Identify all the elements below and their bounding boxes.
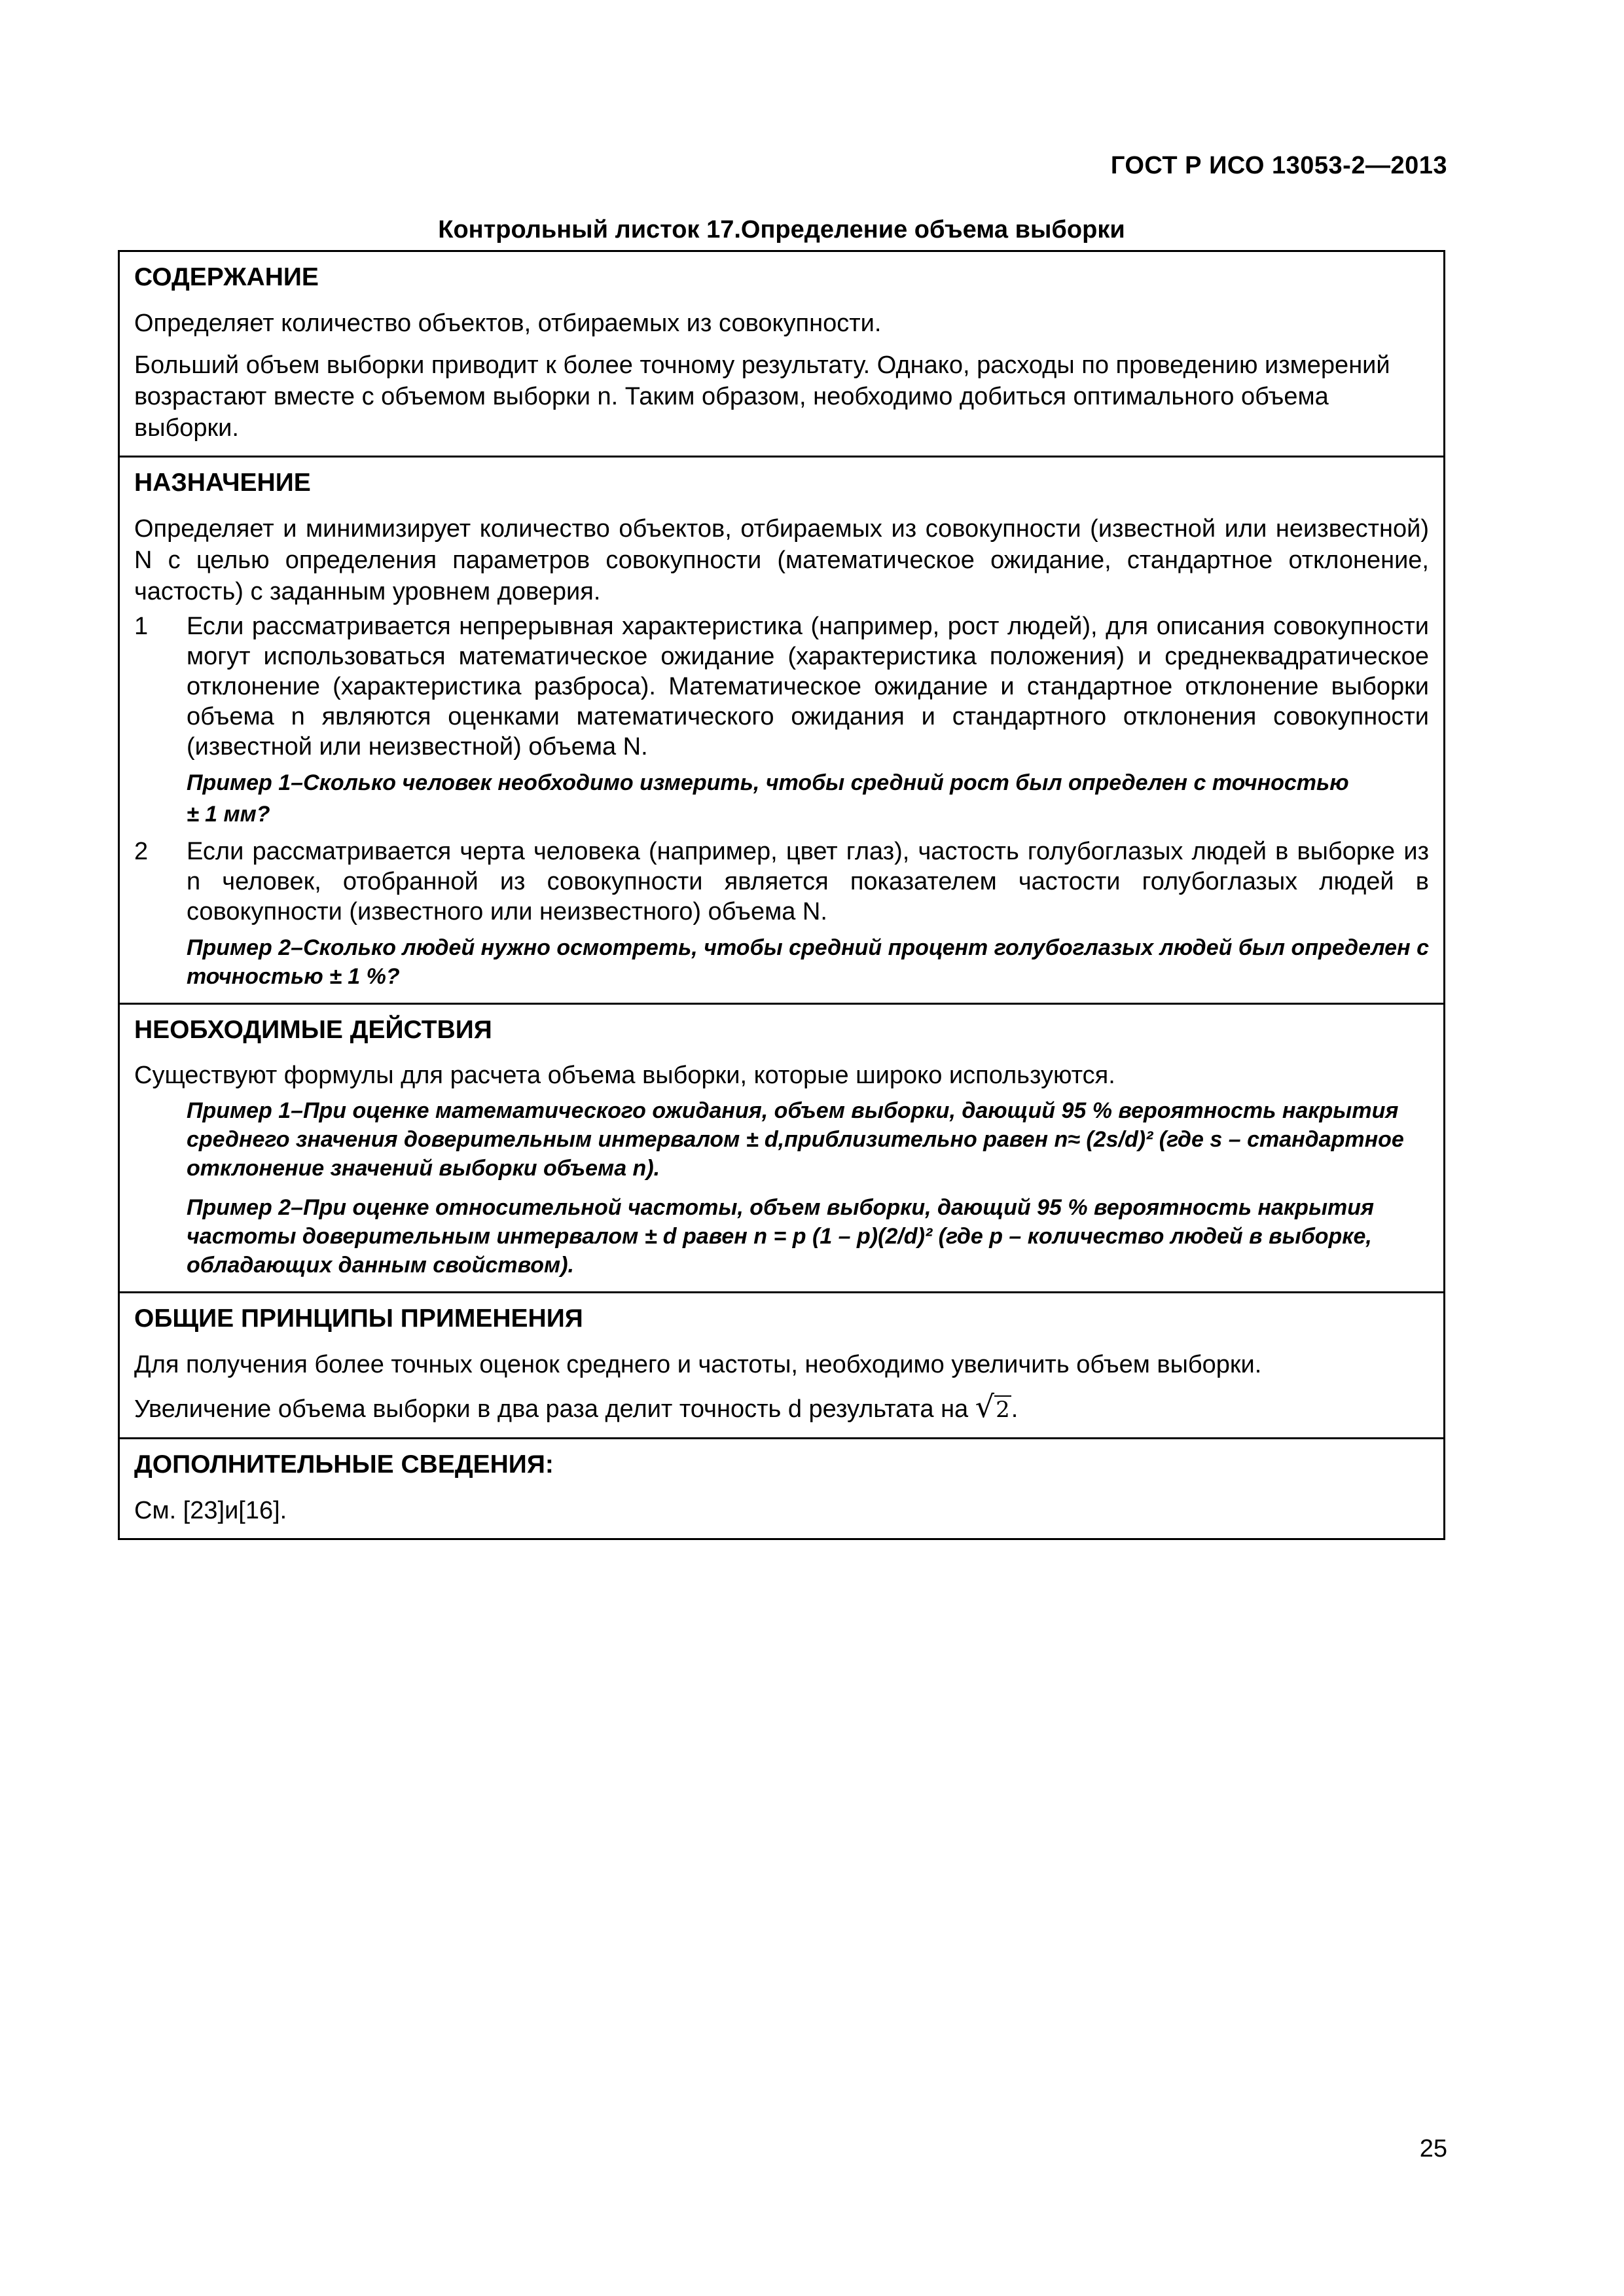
section-heading: НАЗНАЧЕНИЕ	[134, 468, 311, 497]
example-text-continuation: ± 1 мм?	[187, 801, 270, 827]
paragraph-end: .	[1011, 1395, 1019, 1424]
example-text: Пример 2–Сколько людей нужно осмотреть, чтобы средний процент голубоглазых людей был определен с точностью ± 1 %?	[187, 935, 1429, 989]
sqrt-argument: 2	[996, 1397, 1010, 1424]
sqrt-symbol: √	[975, 1389, 995, 1425]
paragraph: Существуют формулы для расчета объема выборки, которые широко используются.	[134, 1062, 1115, 1090]
paragraph: Для получения более точных оценок среднего и частоты, необходимо увеличить объем выборки.	[134, 1351, 1262, 1379]
paragraph: Определяет количество объектов, отбираемых из совокупности.	[134, 309, 882, 337]
section-additional	[120, 1437, 1443, 1538]
paragraph: Определяет и минимизирует количество объектов, отбираемых из совокупности (известной или неизвестной) N с целью определения параметров совокупности (математическое ожидание, стандартное отклонение, частость) с заданным уровнем доверия.	[134, 514, 1429, 605]
list-item-number: 2	[134, 837, 149, 865]
section-heading: СОДЕРЖАНИЕ	[134, 263, 319, 291]
document-code: ГОСТ Р ИСО 13053-2—2013	[1110, 152, 1447, 179]
section-heading: НЕОБХОДИМЫЕ ДЕЙСТВИЯ	[134, 1015, 492, 1044]
paragraph-text: Увеличение объема выборки в два раза делит точность d результата на	[134, 1395, 969, 1424]
page-number: 25	[1419, 2135, 1447, 2162]
list-item-number: 1	[134, 612, 149, 640]
list-item-text: Если рассматривается черта человека (например, цвет глаз), частость голубоглазых людей в выборке из n человек, отобранной из совокупности является показателем частости голубоглазых людей в совокупности (известного или неизвестного) объема N.	[187, 837, 1429, 925]
section-purpose	[120, 456, 1443, 1003]
section-principles	[120, 1291, 1443, 1437]
list-item	[134, 836, 1429, 927]
section-actions	[120, 1003, 1443, 1292]
section-heading: ОБЩИЕ ПРИНЦИПЫ ПРИМЕНЕНИЯ	[134, 1304, 583, 1333]
section-content	[120, 252, 1443, 456]
checklist-table	[118, 250, 1445, 1540]
section-heading: ДОПОЛНИТЕЛЬНЫЕ СВЕДЕНИЯ:	[134, 1450, 554, 1479]
list-item-text: Если рассматривается непрерывная характеристика (например, рост людей), для описания совокупности могут использоваться математическое ожидание (характеристика положения) и среднеквадратическое отклонение (характеристика разброса). Математическое ожидание и стандартное отклонение выборки объема n являются оценками математического ожидания и стандартного отклонения совокупности (известной или неизвестной) объема N.	[187, 612, 1429, 761]
paragraph: См. [23]и[16].	[134, 1496, 287, 1524]
paragraph: Больший объем выборки приводит к более точному результату. Однако, расходы по проведению измерений возрастают вместе с объемом выборки n. Таким образом, необходимо добиться оптимального объема выборки.	[134, 351, 1390, 442]
paragraph-with-sqrt	[134, 1391, 1429, 1426]
list-item	[134, 611, 1429, 762]
formula-example: Пример 2–При оценке относительной частоты, объем выборки, дающий 95 % вероятность накрытия частоты доверительным интервалом ± d равен n = p (1 – p)(2/d)² (где p – количество людей в выборке, обладающих данным свойством).	[187, 1195, 1375, 1278]
formula-example: Пример 1–При оценке математического ожидания, объем выборки, дающий 95 % вероятность накрытия среднего значения доверительным интервалом ± d,приблизительно равен n≈ (2s/d)² (где s – стандартное отклонение значений выборки объема n).	[187, 1098, 1404, 1181]
example-text: Пример 1–Сколько человек необходимо измерить, чтобы средний рост был определен с точностью	[187, 770, 1349, 795]
checklist-title: Контрольный листок 17.Определение объема выборки	[438, 216, 1125, 243]
